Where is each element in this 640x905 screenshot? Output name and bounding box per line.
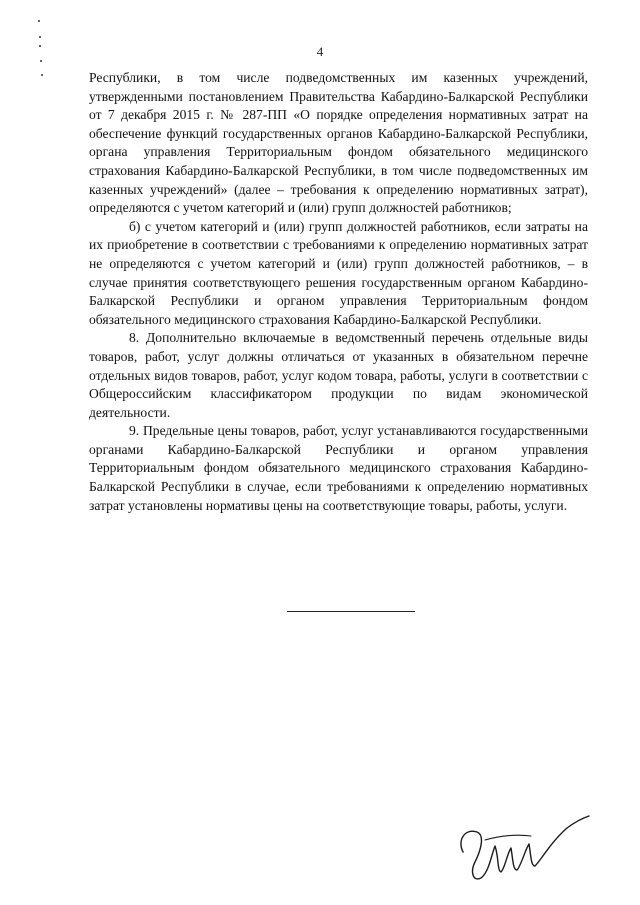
page-number: 4 — [316, 44, 324, 59]
paragraph-9: 9. Предельные цены товаров, работ, услуг устанавливаются государственными органами Кабардино-Балкарской Республики и органом управления Территориальным фондом обязательного медицинского страхования Кабардино-Балкарской Республики в случае, если требованиями к определению нормативных затрат установлены нормативы цены на соответствующие товары, работы, услуги. — [89, 423, 588, 513]
paragraph-continuation: Республики, в том числе подведомственных им казенных учреждений, утвержденными постановлением Правительства Кабардино-Балкарской Республики от 7 декабря 2015 г. № 287-ПП «О порядке определения нормативных затрат на обеспечение функций государственных органов Кабардино-Балкарской Республики, органа управления Территориальным фондом обязательного медицинского страхования Кабардино-Балкарской Республики, в том числе подведомственных им казенных учреждений» (далее – требования к определению нормативных затрат), определяются с учетом категорий и (или) групп должностей работников; — [89, 70, 588, 216]
closing-divider-line — [287, 611, 415, 612]
paragraph-item-b: б) с учетом категорий и (или) групп должностей работников, если затраты на их приобретение в соответствии с требованиями к определению нормативных затрат не определяются с учетом категорий и (или) групп должностей работников, – в случае принятия соответствующего решения государственным органом Кабардино-Балкарской Республики и органом управления Территориальным фондом обязательного медицинского страхования Кабардино-Балкарской Республики. — [89, 218, 588, 327]
handwritten-signature — [455, 810, 595, 890]
paragraph-8: 8. Дополнительно включаемые в ведомственный перечень отдельные виды товаров, работ, услуг должны отличаться от указанных в обязательном перечне отдельных видов товаров, работ, услуг кодом товара, работы, услуги в соответствии с Общероссийским классификатором продукции по видам экономической деятельности. — [89, 330, 588, 420]
document-body — [89, 69, 588, 515]
